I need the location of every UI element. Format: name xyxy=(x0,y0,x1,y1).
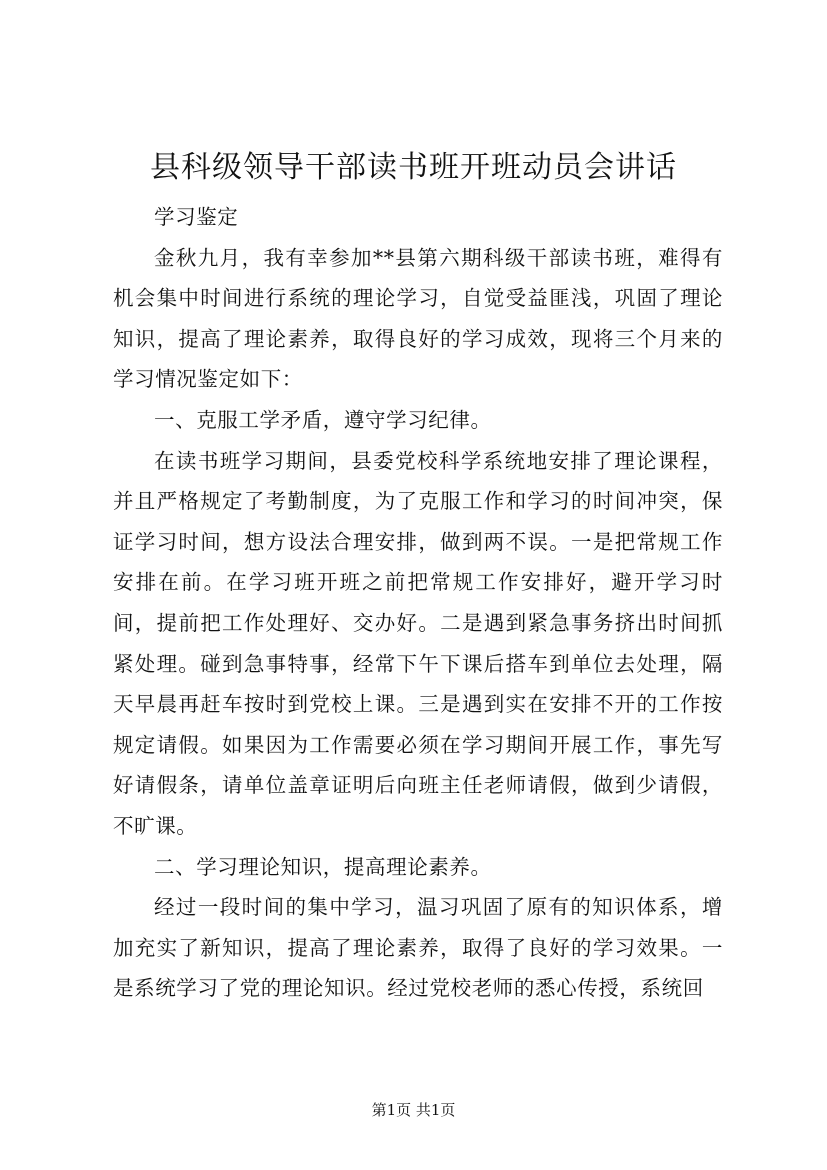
paragraph-subtitle: 学习鉴定 xyxy=(154,205,239,229)
section-heading-2: 二、学习理论知识，提高理论素养。 xyxy=(154,854,492,879)
paragraph-intro: 金秋九月，我有幸参加**县第六期科级干部读书班，难得有机会集中时间进行系统的理论学习，自觉受益匪浅，巩固了理论知识，提高了理论素养，取得良好的学习成效，现将三个月来的学习情况鉴定如下： xyxy=(113,245,723,392)
page-number-footer: 第1页 共1页 xyxy=(371,1101,456,1119)
paragraph-section-1: 在读书班学习期间，县委党校科学系统地安排了理论课程，并且严格规定了考勤制度，为了克服工作和学习的时间冲突，保证学习时间，想方设法合理安排，做到两不误。一是把常规工作安排在前。在学习班开班之前把常规工作安排好，避开学习时间，提前把工作处理好、交办好。二是遇到紧急事务挤出时间抓紧处理。碰到急事特事，经常下午下课后搭车到单位去处理，隔天早晨再赶车按时到党校上课。三是遇到实在安排不开的工作按规定请假。如果因为工作需要必须在学习期间开展工作，事先写好请假条，请单位盖章证明后向班主任老师请假，做到少请假，不旷课。 xyxy=(113,448,723,838)
document-body xyxy=(113,197,723,1009)
section-heading-1: 一、克服工学矛盾，遵守学习纪律。 xyxy=(154,407,492,432)
paragraph-section-2: 经过一段时间的集中学习，温习巩固了原有的知识体系，增加充实了新知识，提高了理论素养，取得了良好的学习效果。一是系统学习了党的理论知识。经过党校老师的悉心传授，系统回 xyxy=(113,895,723,1001)
document-title: 县科级领导干部读书班开班动员会讲话 xyxy=(150,150,677,185)
